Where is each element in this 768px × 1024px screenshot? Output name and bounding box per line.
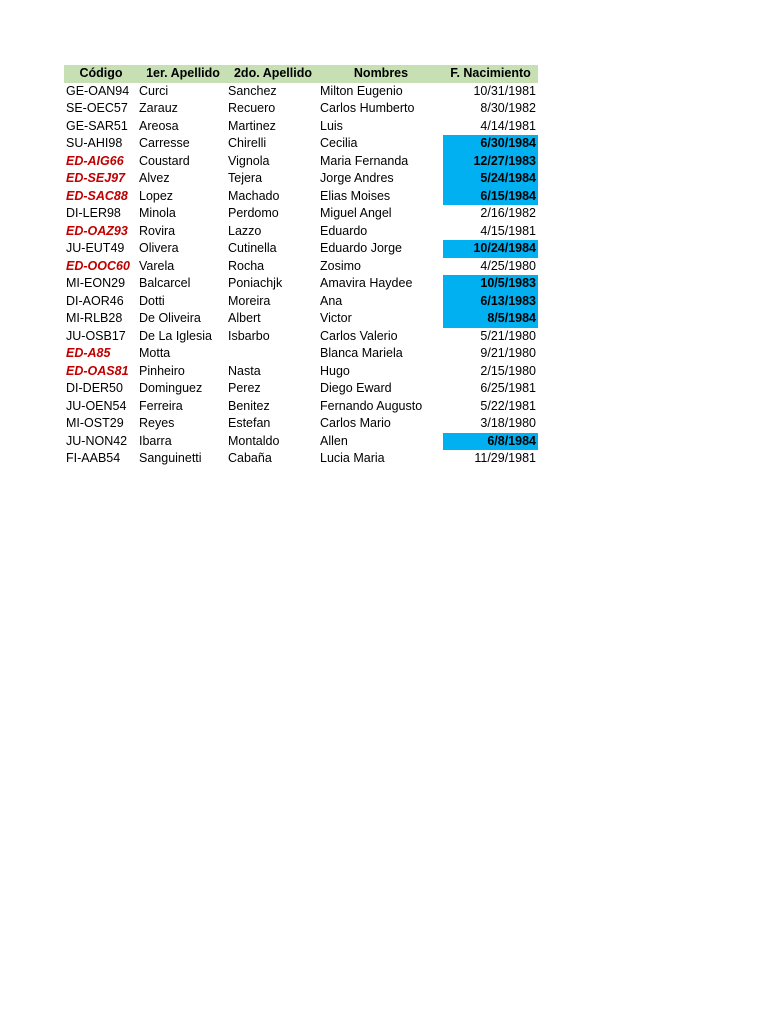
table-row (64, 135, 538, 153)
table-row (64, 345, 538, 363)
cell-apellido2[interactable]: Machado (228, 188, 280, 203)
table-row (64, 83, 538, 101)
cell-apellido1[interactable]: Pinheiro (139, 363, 185, 378)
cell-nombres[interactable]: Miguel Angel (320, 206, 392, 220)
cell-codigo[interactable]: ED-OAS81 (66, 363, 129, 378)
cell-apellido1[interactable]: Varela (139, 258, 175, 273)
cell-apellido1[interactable]: Minola (139, 206, 176, 220)
cell-nombres[interactable]: Maria Fernanda (320, 153, 409, 168)
cell-codigo[interactable]: GE-OAN94 (66, 83, 130, 98)
cell-apellido2[interactable]: Poniachjk (228, 276, 283, 290)
cell-codigo[interactable]: GE-SAR51 (66, 118, 128, 133)
cell-nacimiento[interactable]: 4/15/1981 (480, 223, 536, 238)
header-apellido1[interactable]: 1er. Apellido (146, 66, 220, 80)
table-row (64, 240, 538, 258)
header-nombres[interactable]: Nombres (353, 66, 409, 80)
cell-apellido2[interactable]: Nasta (228, 363, 261, 378)
cell-apellido2[interactable]: Perez (228, 381, 261, 395)
cell-codigo[interactable]: ED-A85 (66, 346, 111, 360)
cell-apellido1[interactable]: Motta (139, 346, 171, 360)
cell-nombres[interactable]: Fernando Augusto (320, 398, 423, 413)
cell-nacimiento[interactable]: 4/14/1981 (480, 118, 536, 133)
cell-nombres[interactable]: Hugo (320, 363, 350, 378)
cell-codigo[interactable]: ED-SEJ97 (66, 171, 126, 185)
cell-nacimiento[interactable]: 6/15/1984 (443, 188, 538, 206)
table-row (64, 188, 538, 206)
cell-codigo[interactable]: JU-EUT49 (66, 241, 125, 255)
cell-nacimiento[interactable]: 3/18/1980 (480, 416, 536, 430)
table-row (64, 223, 538, 241)
cell-nombres[interactable]: Zosimo (320, 258, 361, 273)
cell-nacimiento[interactable]: 4/25/1980 (480, 258, 536, 273)
table-row (64, 293, 538, 311)
table-row (64, 275, 538, 293)
cell-apellido1[interactable]: Rovira (139, 223, 176, 238)
table-row (64, 205, 538, 223)
cell-codigo[interactable]: ED-SAC88 (66, 188, 128, 203)
table-row (64, 100, 538, 118)
cell-codigo[interactable]: DI-LER98 (66, 206, 121, 220)
cell-apellido1[interactable]: Lopez (139, 188, 174, 203)
cell-nombres[interactable]: Carlos Valerio (320, 328, 398, 343)
cell-codigo[interactable]: JU-NON42 (66, 433, 128, 448)
table-row (64, 363, 538, 381)
header-row (64, 65, 538, 83)
cell-apellido2[interactable]: Perdomo (228, 206, 279, 220)
cell-nombres[interactable]: Blanca Mariela (320, 346, 403, 360)
cell-apellido1[interactable]: De La Iglesia (139, 328, 212, 343)
table-row (64, 380, 538, 398)
cell-apellido1[interactable]: Dotti (139, 293, 165, 308)
cell-nombres[interactable]: Eduardo Jorge (320, 241, 403, 255)
table-row (64, 258, 538, 276)
table-row (64, 310, 538, 328)
cell-apellido1[interactable]: Coustard (139, 153, 190, 168)
cell-nombres[interactable]: Diego Eward (320, 381, 392, 395)
cell-nombres[interactable]: Allen (320, 433, 348, 448)
cell-apellido1[interactable]: Sanguinetti (139, 451, 202, 465)
cell-nacimiento[interactable]: 5/21/1980 (480, 328, 536, 343)
cell-apellido1[interactable]: Areosa (139, 118, 179, 133)
spreadsheet-table (64, 65, 538, 468)
cell-apellido2[interactable]: Rocha (228, 258, 265, 273)
cell-nombres[interactable]: Ana (320, 293, 343, 308)
cell-apellido1[interactable]: Ferreira (139, 398, 183, 413)
cell-apellido2[interactable]: Chirelli (228, 136, 267, 150)
cell-nombres[interactable]: Amavira Haydee (320, 276, 413, 290)
cell-nacimiento[interactable]: 12/27/1983 (443, 153, 538, 171)
cell-nacimiento[interactable]: 5/22/1981 (480, 398, 536, 413)
table-row (64, 153, 538, 171)
cell-codigo[interactable]: FI-AAB54 (66, 451, 121, 465)
cell-apellido2[interactable]: Tejera (228, 171, 263, 185)
cell-nombres[interactable]: Elias Moises (320, 188, 391, 203)
cell-nacimiento[interactable]: 10/5/1983 (443, 275, 538, 293)
cell-nacimiento[interactable]: 8/30/1982 (480, 101, 536, 115)
cell-codigo[interactable]: SU-AHI98 (66, 136, 123, 150)
cell-apellido2[interactable] (228, 345, 320, 363)
cell-codigo[interactable]: ED-OOC60 (66, 258, 130, 273)
cell-nombres[interactable]: Cecilia (320, 136, 358, 150)
cell-nacimiento[interactable]: 2/16/1982 (480, 206, 536, 220)
cell-apellido2[interactable]: Sanchez (228, 83, 277, 98)
table-row (64, 170, 538, 188)
header-codigo[interactable]: Código (79, 66, 123, 80)
cell-nombres[interactable]: Eduardo (320, 223, 368, 238)
cell-nombres[interactable]: Carlos Humberto (320, 101, 415, 115)
cell-apellido1[interactable]: Dominguez (139, 381, 203, 395)
cell-codigo[interactable]: ED-AIG66 (66, 153, 124, 168)
header-apellido2[interactable]: 2do. Apellido (233, 66, 312, 80)
table-body (64, 83, 538, 468)
cell-nacimiento[interactable]: 6/13/1983 (443, 293, 538, 311)
cell-nacimiento[interactable]: 9/21/1980 (480, 346, 536, 360)
cell-apellido1[interactable]: Balcarcel (139, 276, 191, 290)
cell-nombres[interactable]: Carlos Mario (320, 416, 391, 430)
cell-codigo[interactable]: DI-AOR46 (66, 293, 124, 308)
cell-apellido1[interactable]: Zarauz (139, 101, 178, 115)
cell-apellido1[interactable]: Carresse (139, 136, 190, 150)
cell-nacimiento[interactable]: 10/31/1981 (473, 83, 536, 98)
cell-codigo[interactable]: MI-OST29 (66, 416, 124, 430)
cell-codigo[interactable]: ED-OAZ93 (66, 223, 128, 238)
cell-apellido2[interactable]: Benitez (228, 398, 270, 413)
cell-apellido1[interactable]: Curci (139, 83, 169, 98)
cell-codigo[interactable]: JU-OEN54 (66, 398, 127, 413)
cell-nombres[interactable]: Victor (320, 311, 352, 325)
cell-apellido2[interactable]: Albert (228, 311, 261, 325)
cell-nacimiento[interactable]: 2/15/1980 (480, 363, 536, 378)
cell-apellido1[interactable]: Reyes (139, 416, 175, 430)
cell-apellido2[interactable]: Martinez (228, 118, 276, 133)
table-row (64, 118, 538, 136)
cell-codigo[interactable]: MI-EON29 (66, 276, 126, 290)
table-row (64, 398, 538, 416)
table-row (64, 415, 538, 433)
cell-nombres[interactable]: Milton Eugenio (320, 83, 403, 98)
cell-nacimiento[interactable]: 5/24/1984 (443, 170, 538, 188)
cell-apellido2[interactable]: Cutinella (228, 241, 277, 255)
cell-nombres[interactable]: Luis (320, 118, 343, 133)
cell-apellido2[interactable]: Vignola (228, 153, 270, 168)
cell-apellido1[interactable]: De Oliveira (139, 311, 201, 325)
cell-nacimiento[interactable]: 6/30/1984 (443, 135, 538, 153)
cell-apellido2[interactable]: Cabaña (228, 451, 272, 465)
table-row (64, 328, 538, 346)
header-nacimiento[interactable]: F. Nacimiento (450, 66, 531, 80)
cell-nombres[interactable]: Jorge Andres (320, 171, 394, 185)
cell-apellido1[interactable]: Ibarra (139, 433, 172, 448)
table-row (64, 433, 538, 451)
table-row (64, 450, 538, 468)
cell-apellido2[interactable]: Isbarbo (228, 328, 270, 343)
cell-nacimiento[interactable]: 6/8/1984 (443, 433, 538, 451)
cell-nacimiento[interactable]: 11/29/1981 (474, 451, 536, 465)
cell-apellido2[interactable]: Lazzo (228, 223, 262, 238)
cell-codigo[interactable]: MI-RLB28 (66, 311, 123, 325)
cell-apellido2[interactable]: Moreira (228, 293, 271, 308)
cell-apellido2[interactable]: Estefan (228, 416, 271, 430)
cell-apellido2[interactable]: Montaldo (228, 433, 280, 448)
cell-apellido1[interactable]: Olivera (139, 241, 179, 255)
cell-nacimiento[interactable]: 8/5/1984 (443, 310, 538, 328)
cell-apellido1[interactable]: Alvez (139, 171, 170, 185)
cell-codigo[interactable]: DI-DER50 (66, 381, 123, 395)
cell-nacimiento[interactable]: 10/24/1984 (443, 240, 538, 258)
cell-nacimiento[interactable]: 6/25/1981 (480, 381, 536, 395)
cell-apellido2[interactable]: Recuero (228, 101, 276, 115)
cell-codigo[interactable]: JU-OSB17 (66, 328, 126, 343)
cell-codigo[interactable]: SE-OEC57 (66, 101, 128, 115)
cell-nombres[interactable]: Lucia Maria (320, 451, 385, 465)
